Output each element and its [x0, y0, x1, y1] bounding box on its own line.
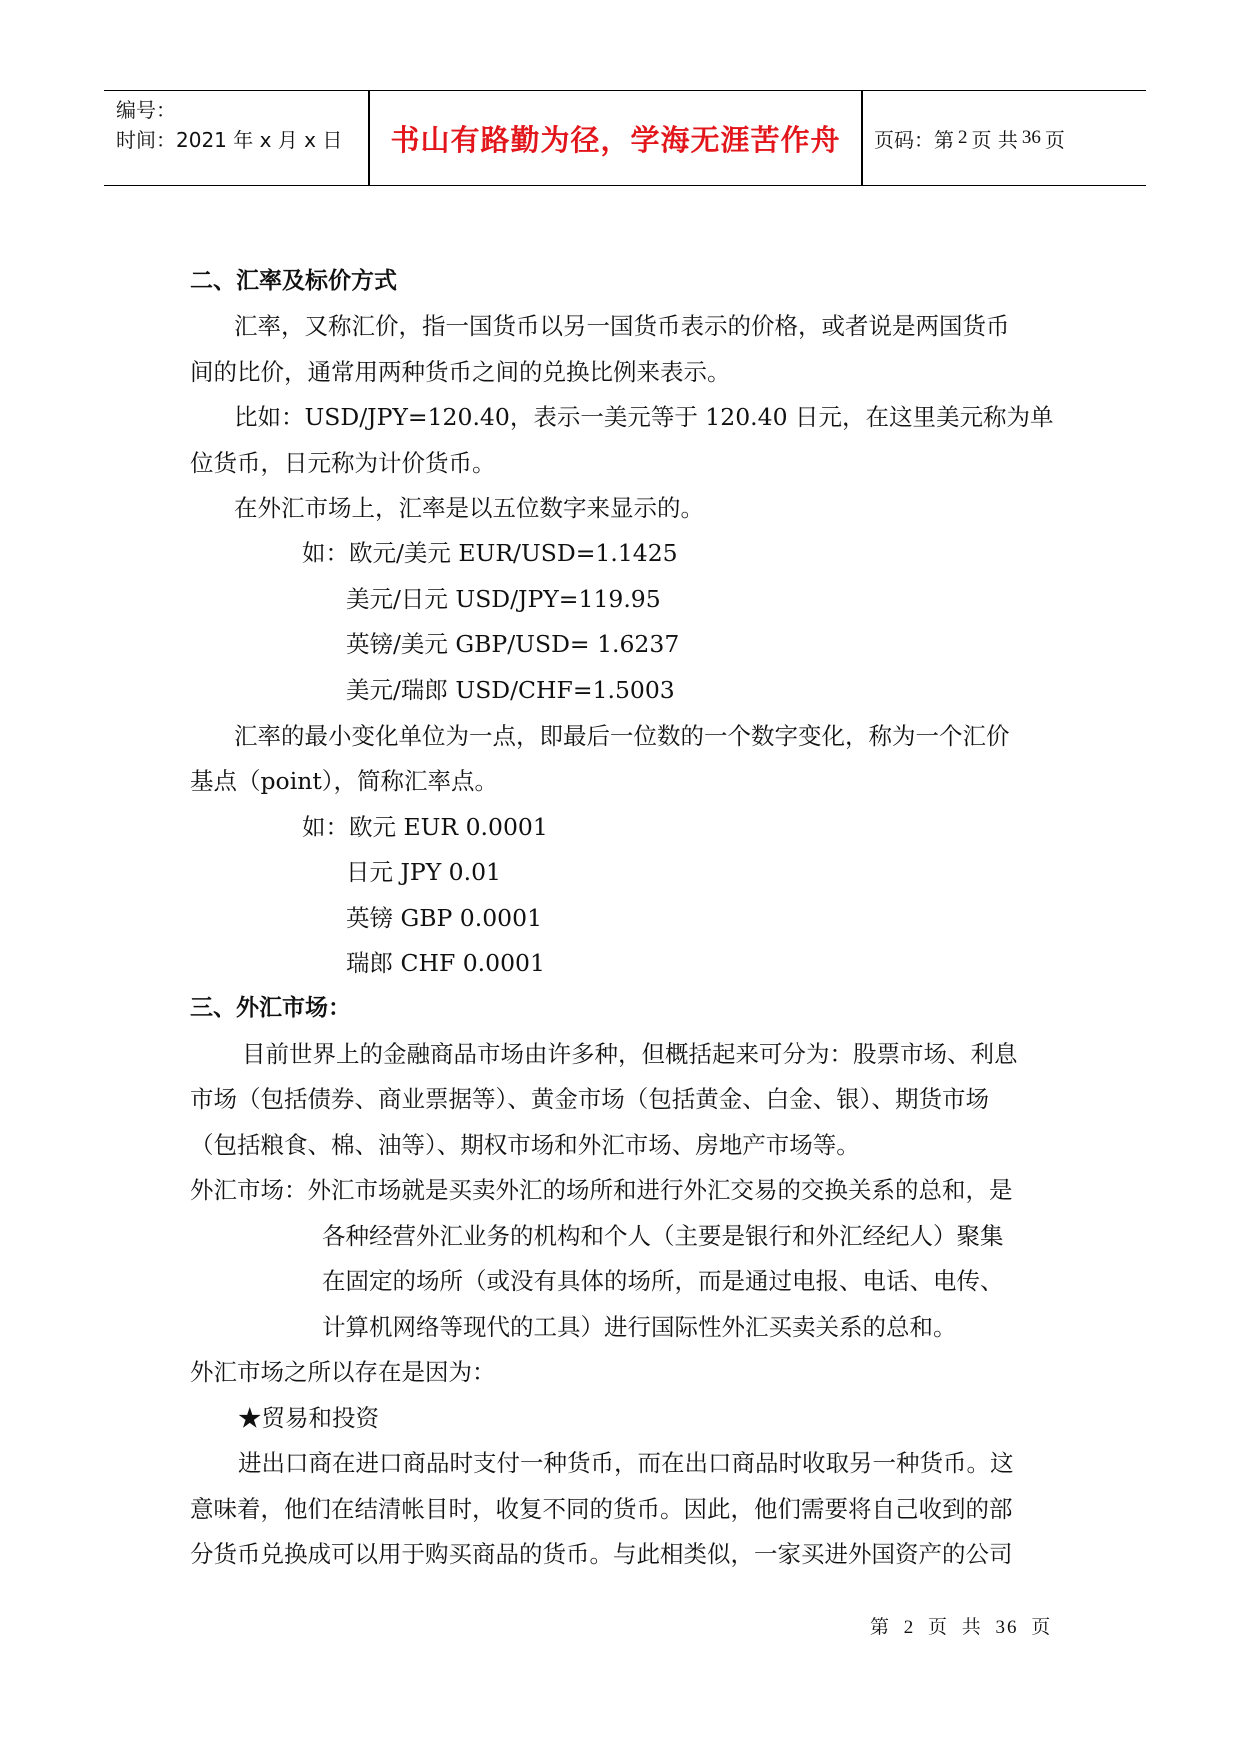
- page-footer: 第 2 页 共 36 页: [870, 1617, 1053, 1638]
- rate-example-line: 美元/日元 USD/JPY=119.95: [346, 585, 661, 613]
- page-header: [104, 90, 1146, 186]
- header-number-label: 编号：: [116, 98, 176, 122]
- paragraph-line: 位货币，日元称为计价货币。: [190, 449, 496, 477]
- definition-line: 计算机网络等现代的工具）进行国际性外汇买卖关系的总和。: [322, 1313, 957, 1341]
- point-example-line: 如：欧元 EUR 0.0001: [302, 813, 548, 841]
- definition-line: 外汇市场：外汇市场就是买卖外汇的场所和进行外汇交易的交换关系的总和，是: [190, 1176, 1013, 1204]
- point-example-line: 日元 JPY 0.01: [346, 858, 502, 886]
- paragraph-line: 汇率的最小变化单位为一点，即最后一位数的一个数字变化，称为一个汇价: [234, 722, 1010, 750]
- definition-line: 在固定的场所（或没有具体的场所，而是通过电报、电话、电传、: [322, 1267, 1004, 1295]
- header-motto: 书山有路勤为径，学海无涯苦作舟: [390, 122, 841, 157]
- paragraph-line: 市场（包括债券、商业票据等）、黄金市场（包括黄金、白金、银）、期货市场: [190, 1085, 989, 1113]
- paragraph-line: 汇率，又称汇价，指一国货币以另一国货币表示的价格，或者说是两国货币: [234, 312, 1010, 340]
- rate-example-line: 英镑/美元 GBP/USD= 1.6237: [346, 630, 680, 658]
- bullet-trade-investment: ★贸易和投资: [238, 1404, 379, 1432]
- paragraph-line: 在外汇市场上，汇率是以五位数字来显示的。: [234, 494, 704, 522]
- definition-line: 各种经营外汇业务的机构和个人（主要是银行和外汇经纪人）聚集: [322, 1222, 1004, 1250]
- rate-example-line: 美元/瑞郎 USD/CHF=1.5003: [346, 676, 675, 704]
- paragraph-line: 比如：USD/JPY=120.40，表示一美元等于 120.40 日元，在这里美元称为单: [234, 403, 1054, 431]
- page-prefix: 页码：第: [874, 127, 954, 152]
- section-heading-exchange-rate: 二、汇率及标价方式: [190, 268, 397, 294]
- header-page-indicator: [874, 91, 1134, 185]
- paragraph-line: 进出口商在进口商品时支付一种货币，而在出口商品时收取另一种货币。这: [238, 1449, 1014, 1477]
- page-total: 36: [1021, 127, 1041, 148]
- paragraph-line: 意味着，他们在结清帐目时，收复不同的货币。因此，他们需要将自己收到的部: [190, 1495, 1013, 1523]
- paragraph-line: 外汇市场之所以存在是因为：: [190, 1358, 496, 1386]
- page-current: 2: [958, 127, 968, 148]
- paragraph-line: 基点（point），简称汇率点。: [190, 767, 499, 795]
- point-example-line: 英镑 GBP 0.0001: [346, 904, 543, 932]
- page-mid: 页 共: [971, 127, 1018, 152]
- section-heading-fx-market: 三、外汇市场：: [190, 995, 351, 1021]
- header-divider-left: [368, 91, 370, 185]
- paragraph-line: 分货币兑换成可以用于购买商品的货币。与此相类似，一家买进外国资产的公司: [190, 1540, 1013, 1568]
- point-example-line: 瑞郎 CHF 0.0001: [346, 949, 545, 977]
- rate-example-line: 如：欧元/美元 EUR/USD=1.1425: [302, 539, 678, 567]
- header-time-label: 时间：2021 年 x 月 x 日: [116, 128, 343, 152]
- header-meta: [116, 95, 366, 155]
- header-divider-right: [861, 91, 863, 185]
- page-suffix: 页: [1044, 127, 1065, 152]
- paragraph-line: （包括粮食、棉、油等）、期权市场和外汇市场、房地产市场等。: [190, 1131, 860, 1159]
- paragraph-line: 间的比价，通常用两种货币之间的兑换比例来表示。: [190, 358, 731, 386]
- paragraph-line: 目前世界上的金融商品市场由许多种，但概括起来可分为：股票市场、利息: [242, 1040, 1018, 1068]
